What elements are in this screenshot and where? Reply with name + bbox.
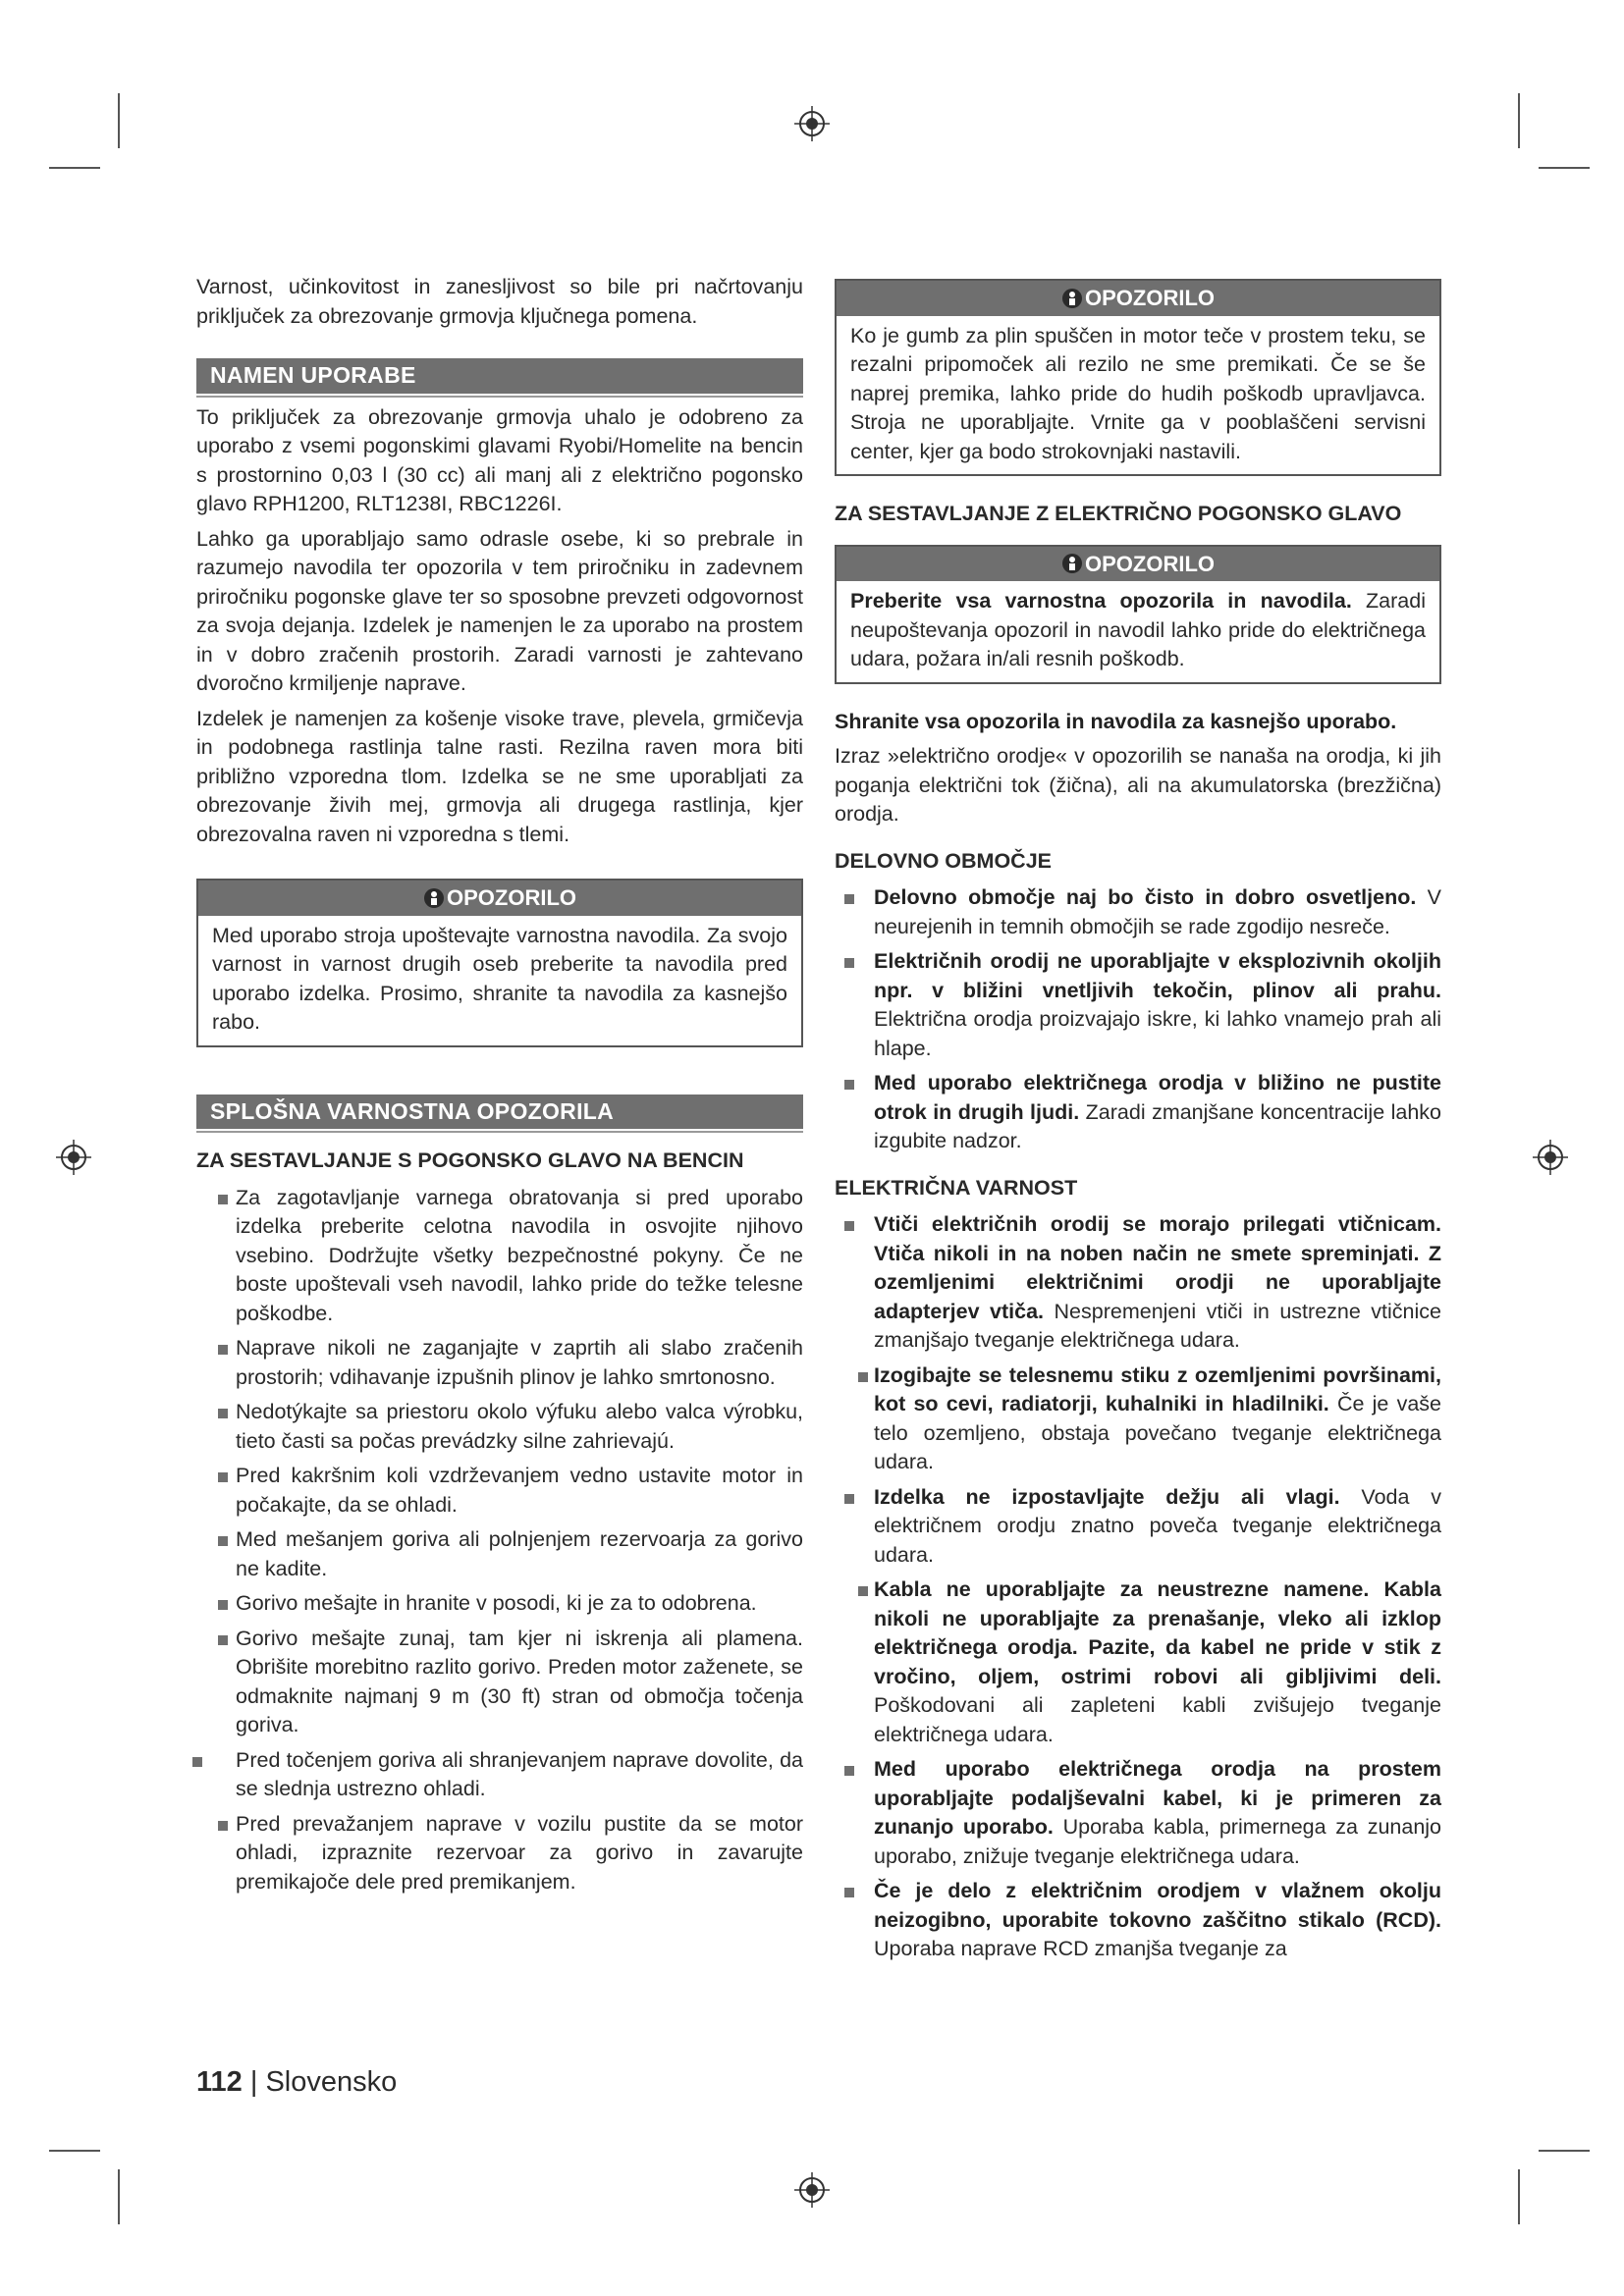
subheading-elec: ZA SESTAVLJANJE Z ELEKTRIČNO POGONSKO GLAVO <box>835 502 1402 525</box>
item-text: Zaradi zmanjšane koncentracije lahko izgubite nadzor. <box>874 1099 1442 1152</box>
varnost-list-inset <box>835 1362 1441 1477</box>
warning-box <box>835 545 1441 684</box>
warning-title: OPOZORILO <box>1085 551 1215 576</box>
list-item: Med mešanjem goriva ali polnjenjem rezervoarja za gorivo ne kadite. <box>196 1525 803 1583</box>
item-text: Uporaba naprave RCD zmanjša tveganje za <box>874 1937 1287 1960</box>
delovno-list <box>835 883 1441 1156</box>
footer-language: Slovensko <box>265 2066 398 2098</box>
section-title-splosna: SPLOŠNA VARNOSTNA OPOZORILA <box>196 1095 803 1130</box>
crop-mark <box>49 2150 100 2152</box>
shranite-bold: Shranite vsa opozorila in navodila za kasnejšo uporabo. <box>835 709 1397 733</box>
warning-header <box>198 881 801 916</box>
item-bold: Vtiči električnih orodij se morajo prilegati vtičnicam. Vtiča nikoli in na noben način ne smete spreminjati. Z ozemljenimi električnimi orodji ne uporabljajte adapterjev vtiča. <box>874 1212 1441 1323</box>
item-text: V neurejenih in temnih območjih se rade zgodijo nesreče. <box>874 885 1441 938</box>
izraz-text: Izraz »električno orodje« v opozorilih se nanaša na orodja, ki jih poganja električni tok (žična), ali na akumulatorska (brezžična) orodja. <box>835 744 1441 826</box>
namen-paragraph: Lahko ga uporabljajo samo odrasle osebe, ki so prebrale in razumejo navodila ter opozorila v tem priročniku in zadevnem priročniku pogonske glave ter so sposobne prevzeti odgovornost za svoja dejanja. Izdelek je namenjen le za uporabo na prostem in v dobro zračenih prostorih. Zaradi varnosti je zahtevano dvoročno krmiljenje naprave. <box>196 526 803 695</box>
list-item: Pred kakršnim koli vzdrževanjem vedno ustavite motor in počakajte, da se ohladi. <box>196 1462 803 1520</box>
registration-mark-icon <box>55 1139 92 1176</box>
item-bold: Delovno območje naj bo čisto in dobro osvetljeno. <box>874 885 1417 909</box>
subheading-varnost: ELEKTRIČNA VARNOST <box>835 1175 1078 1200</box>
varnost-list-2 <box>835 1483 1441 1571</box>
warning-person-icon <box>423 887 445 909</box>
item-bold: Če je delo z električnim orodjem v vlažnem okolju neizogibno, uporabite tokovno zaščitno stikalo (RCD). <box>874 1879 1441 1932</box>
footer-separator: | <box>242 2066 266 2098</box>
warning-rest: Zaradi neupoštevanja opozoril in navodil lahko pride do električnega udara, požara in/ali resnih poškodb. <box>850 589 1426 670</box>
crop-mark <box>1539 167 1590 169</box>
list-item <box>835 1575 1441 1749</box>
crop-mark <box>1518 2169 1520 2224</box>
item-text: Poškodovani ali zapleteni kabli zvišujejo tveganje električnega udara. <box>874 1693 1441 1746</box>
warning-box <box>196 879 803 1047</box>
item-text: Če je vaše telo ozemljeno, obstaja povečano tveganje električnega udara. <box>874 1392 1441 1473</box>
crop-mark <box>1539 2150 1590 2152</box>
crop-mark <box>118 93 120 148</box>
item-bold: Izogibajte se telesnemu stiku z ozemljenimi površinami, kot so cevi, radiatorji, kuhalniki in hladilniki. <box>874 1362 1441 1415</box>
item-bold: Električnih orodij ne uporabljajte v eksplozivnih okoljih npr. v bližini vnetljivih tekočin, plinov ali prahu. <box>874 949 1441 1002</box>
crop-mark <box>1518 93 1520 148</box>
list-item: Za zagotavljanje varnega obratovanja si pred uporabo izdelka preberite celotna navodila in osvojite njihovo vsebino. Dodržujte všetky bezpečnostné pokyny. Če ne boste upoštevali vseh navodil, lahko pride do težke telesne poškodbe. <box>196 1184 803 1329</box>
list-item <box>835 1362 1441 1477</box>
item-text: Uporaba kabla, primernega za zunanjo uporabo, znižuje tveganje električnega udara. <box>874 1815 1442 1868</box>
item-text: Nespremenjeni vtiči in ustrezne vtičnice zmanjšajo tveganje električnega udara. <box>874 1299 1441 1352</box>
right-column <box>835 273 1441 1970</box>
item-bold: Izdelka ne izpostavljajte dežju ali vlagi. <box>874 1484 1340 1509</box>
list-item <box>835 1069 1441 1156</box>
registration-mark-icon <box>793 105 831 142</box>
warning-text: Med uporabo stroja upoštevajte varnostna navodila. Za svojo varnost in varnost drugih oseb preberite ta navodila pred uporabo izdelka. Prosimo, shranite ta navodila za kasnejšo rabo. <box>212 923 787 1034</box>
warning-text <box>850 587 1426 674</box>
page-number: 112 <box>196 2066 243 2098</box>
warning-box <box>835 279 1441 476</box>
item-bold: Kabla ne uporabljajte za neustrezne namene. Kabla nikoli ne uporabljajte za prenašanje, vleko ali izklop električnega orodja. Pazite, da kabel ne pride v stik z vročino, oljem, ostrimi robovi ali gibljivimi deli. <box>874 1577 1441 1688</box>
list-item: Gorivo mešajte zunaj, tam kjer ni iskrenja ali plamena. Obrišite morebitno razlito gorivo. Preden motor zaženete, se odmaknite najmanj 9 m (30 ft) stran od območja točenja goriva. <box>196 1625 803 1740</box>
list-item <box>835 1210 1441 1356</box>
item-bold: Med uporabo električnega orodja na prostem uporabljajte podaljševalni kabel, ki je primeren za zunanjo uporabo. <box>874 1757 1441 1839</box>
warning-person-icon <box>1061 288 1083 309</box>
registration-mark-icon <box>793 2171 831 2209</box>
warning-text: Ko je gumb za plin spuščen in motor teče v prostem teku, se rezalni pripomoček ali rezilo ne sme premikati. Če se še naprej premika, lahko pride do hudih poškodb upravljavca. Stroja ne uporabljajte. Vrnite ga v pooblaščeni servisni center, kjer ga bodo strokovnjaki nastavili. <box>850 323 1426 463</box>
section-title-namen: NAMEN UPORABE <box>196 358 803 394</box>
list-item: Naprave nikoli ne zaganjajte v zaprtih ali slabo zračenih prostorih; vdihavanje izpušnih plinov je lahko smrtonosno. <box>196 1334 803 1392</box>
list-item <box>835 1483 1441 1571</box>
shranite-text <box>835 708 1441 737</box>
item-text: Voda v električnem orodju znatno poveča tveganje električnega udara. <box>874 1484 1441 1567</box>
list-item <box>835 1877 1441 1964</box>
warning-header <box>837 281 1439 316</box>
list-item <box>835 883 1441 941</box>
crop-mark <box>118 2169 120 2224</box>
subheading-delovno: DELOVNO OBMOČJE <box>835 848 1052 873</box>
registration-mark-icon <box>1532 1139 1569 1176</box>
varnost-list-3 <box>835 1755 1441 1964</box>
item-text: Električna orodja proizvajajo iskre, ki lahko vnamejo prah ali hlape. <box>874 1007 1441 1060</box>
bencin-list <box>196 1184 803 1740</box>
list-item: Nedotýkajte sa priestoru okolo výfuku alebo valca výrobku, tieto časti sa počas prevádzky silne zahrievajú. <box>196 1398 803 1456</box>
list-item <box>835 1755 1441 1871</box>
warning-title: OPOZORILO <box>447 885 576 910</box>
item-bold: Med uporabo električnega orodja v bližino ne pustite otrok in drugih ljudi. <box>874 1071 1441 1124</box>
warning-bold: Preberite vsa varnostna opozorila in navodila. <box>850 589 1352 613</box>
warning-person-icon <box>1061 553 1083 574</box>
intro-text: Varnost, učinkovitost in zanesljivost so bile pri načrtovanju priključek za obrezovanje grmovja ključnega pomena. <box>196 275 803 328</box>
varnost-list-inset-2 <box>835 1575 1441 1749</box>
page-footer <box>196 2066 397 2099</box>
namen-paragraph: To priključek za obrezovanje grmovja uhalo je odobreno za uporabo z vsemi pogonskimi glavami Ryobi/Homelite na bencin s prostornino 0,03 l (30 cc) ali manj ali z električno pogonsko glavo RPH1200, RLT1238I, RBC1226I. <box>196 404 803 515</box>
warning-title: OPOZORILO <box>1085 286 1215 310</box>
crop-mark <box>49 167 100 169</box>
list-item: Gorivo mešajte in hranite v posodi, ki je za to odobrena. <box>196 1589 803 1619</box>
bencin-list-outer <box>183 1746 803 1804</box>
varnost-list <box>835 1210 1441 1356</box>
namen-paragraph: Izdelek je namenjen za košenje visoke trave, plevela, grmičevja in podobnega rastlinja talne rasti. Rezilna raven mora biti približno vzporedna tlom. Izdelka se ne sme uporabljati za obrezovanje živih mej, grmovja ali drugega rastlinja, kjer obrezovalna raven ni vzporedna s tlemi. <box>196 706 803 846</box>
subheading-bencin: ZA SESTAVLJANJE S POGONSKO GLAVO NA BENCIN <box>196 1148 744 1172</box>
list-item <box>835 947 1441 1063</box>
list-item: Pred točenjem goriva ali shranjevanjem naprave dovolite, da se slednja ustrezno ohladi. <box>183 1746 803 1804</box>
list-item: Pred prevažanjem naprave v vozilu pustite da se motor ohladi, izpraznite rezervoar za gorivo in zavarujte premikajoče dele pred premikanjem. <box>196 1810 803 1897</box>
warning-header <box>837 547 1439 582</box>
bencin-list-tail <box>196 1810 803 1897</box>
left-column <box>196 273 803 1902</box>
